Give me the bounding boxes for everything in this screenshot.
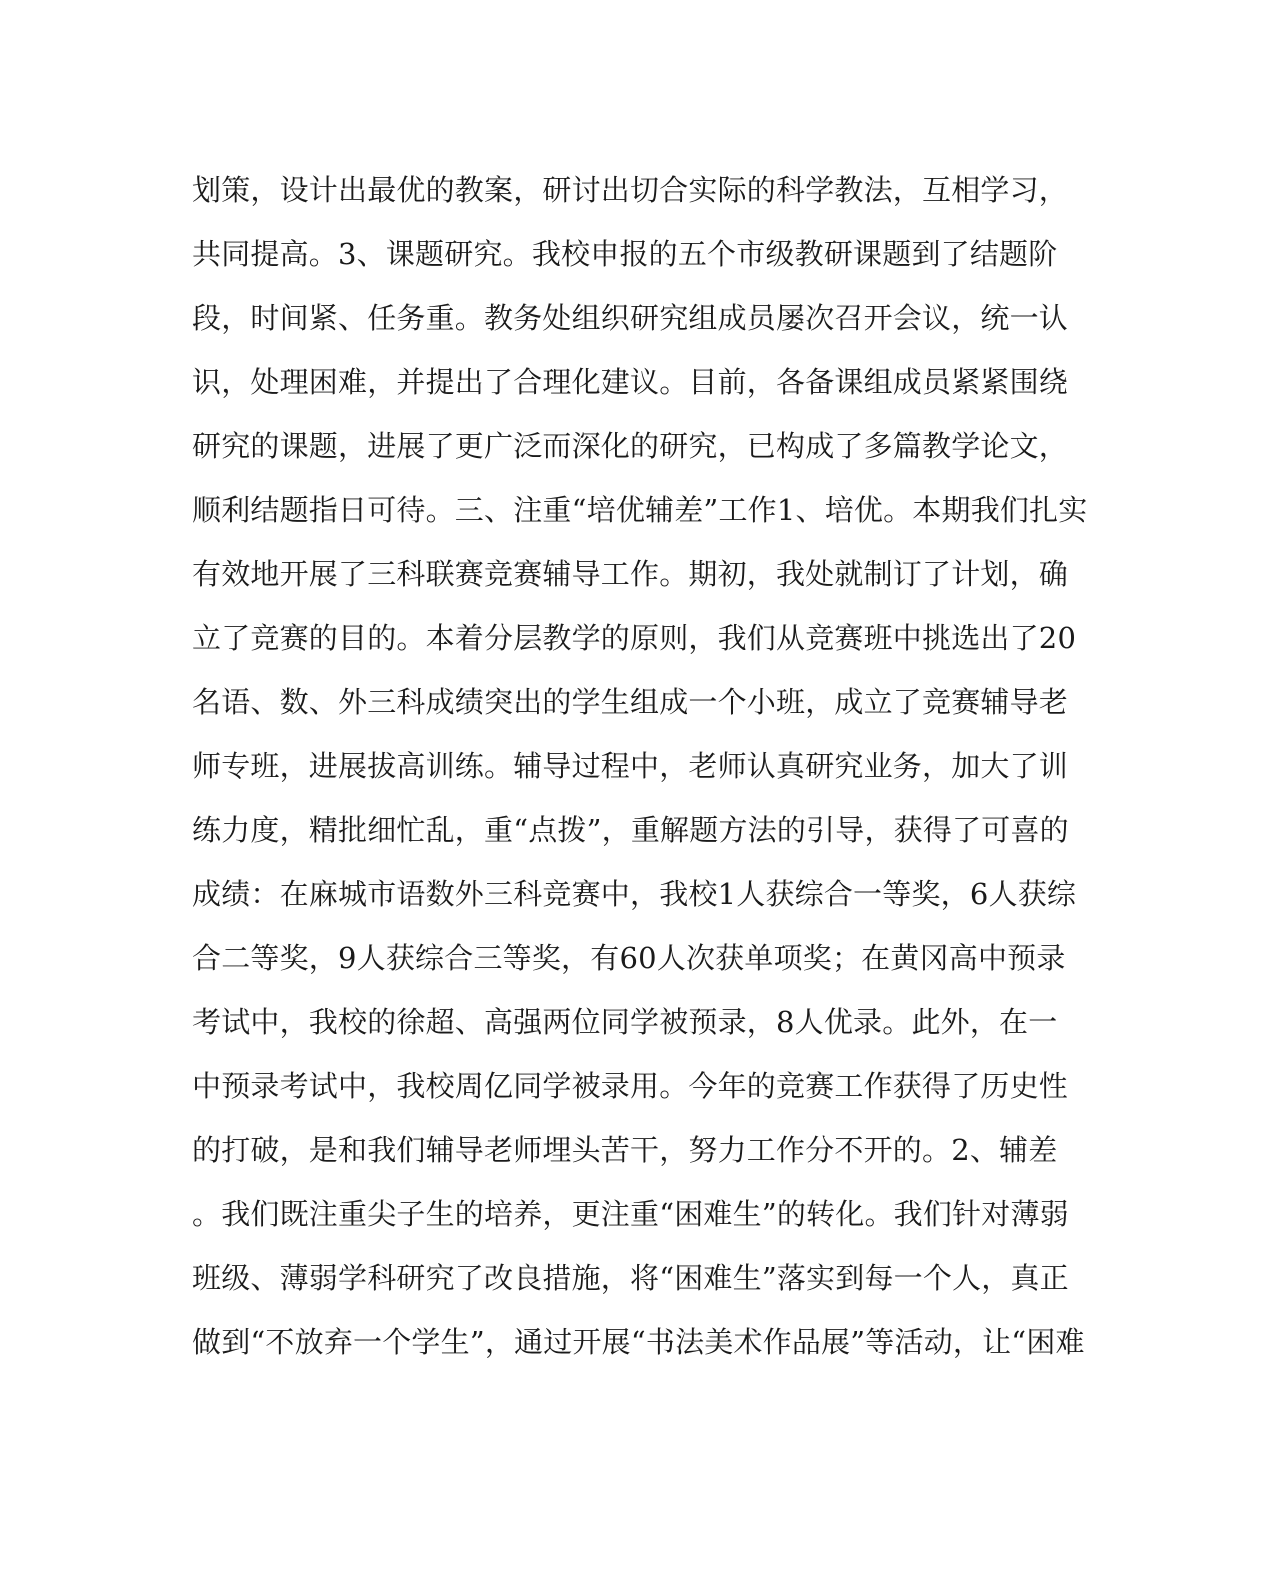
- text-line: 有效地开展了三科联赛竞赛辅导工作。期初，我处就制订了计划，确: [192, 557, 1069, 591]
- text-line: 合二等奖，9人获综合三等奖，有60人次获单项奖；在黄冈高中预录: [192, 941, 1066, 975]
- text-line: 名语、数、外三科成绩突出的学生组成一个小班，成立了竞赛辅导老: [192, 685, 1069, 719]
- text-line: 中预录考试中，我校周亿同学被录用。今年的竞赛工作获得了历史性: [192, 1069, 1069, 1103]
- text-line: 考试中，我校的徐超、高强两位同学被预录，8人优录。此外，在一: [192, 1005, 1058, 1039]
- text-line: 识，处理困难，并提出了合理化建议。目前，各备课组成员紧紧围绕: [192, 365, 1069, 399]
- text-line: 的打破，是和我们辅导老师埋头苦干，努力工作分不开的。2、辅差: [192, 1133, 1058, 1167]
- text-line: 共同提高。3、课题研究。我校申报的五个市级教研课题到了结题阶: [192, 237, 1058, 271]
- text-line: 成绩：在麻城市语数外三科竞赛中，我校1人获综合一等奖，6人获综: [192, 877, 1077, 911]
- text-line: 划策，设计出最优的教案，研讨出切合实际的科学教法，互相学习，: [192, 173, 1069, 207]
- text-line: 。我们既注重尖子生的培养，更注重“困难生”的转化。我们针对薄弱: [192, 1197, 1069, 1231]
- text-line: 做到“不放弃一个学生”，通过开展“书法美术作品展”等活动，让“困难: [192, 1325, 1085, 1359]
- text-line: 顺利结题指日可待。三、注重“培优辅差”工作1、培优。本期我们扎实: [192, 493, 1088, 527]
- text-line: 立了竞赛的目的。本着分层教学的原则，我们从竞赛班中挑选出了20: [192, 621, 1077, 655]
- text-line: 段，时间紧、任务重。教务处组织研究组成员屡次召开会议，统一认: [192, 301, 1069, 335]
- body-text: [192, 158, 1088, 1374]
- text-line: 练力度，精批细忙乱，重“点拨”，重解题方法的引导，获得了可喜的: [192, 813, 1069, 847]
- text-line: 研究的课题，进展了更广泛而深化的研究，已构成了多篇教学论文，: [192, 429, 1069, 463]
- text-line: 师专班，进展拔高训练。辅导过程中，老师认真研究业务，加大了训: [192, 749, 1069, 783]
- text-line: 班级、薄弱学科研究了改良措施，将“困难生”落实到每一个人，真正: [192, 1261, 1069, 1295]
